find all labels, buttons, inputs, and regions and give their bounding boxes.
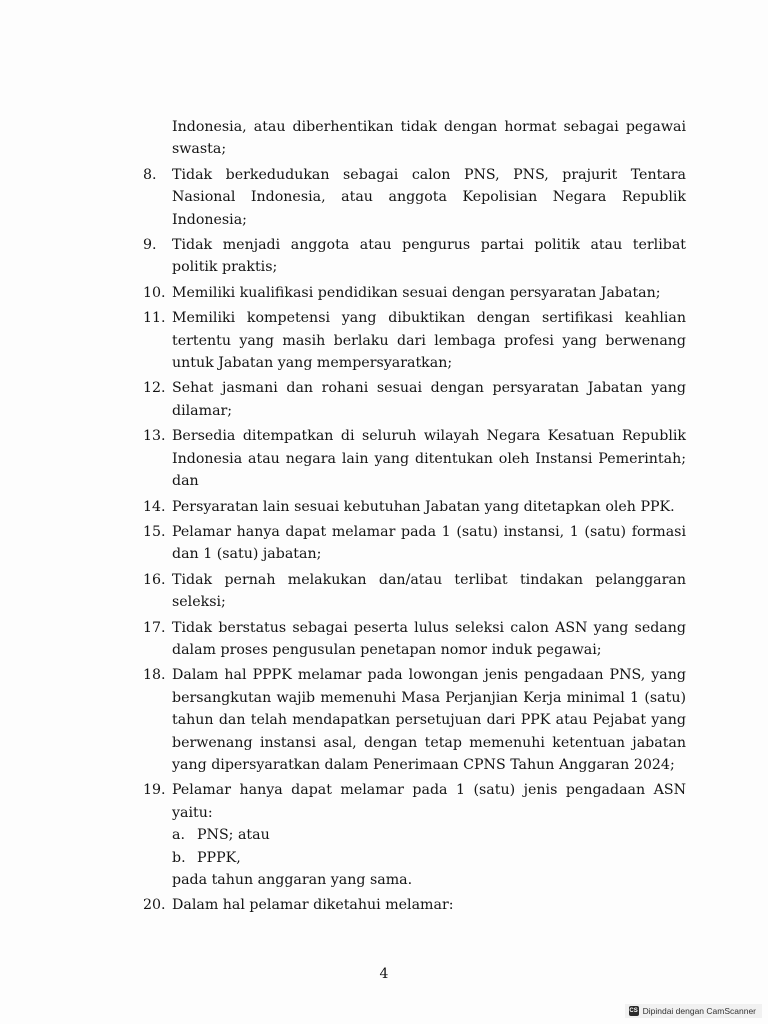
list-number: 16.: [143, 571, 166, 588]
sub-item-b: [172, 847, 686, 869]
sub-item-text: PNS; atau: [197, 827, 270, 844]
list-text: Tidak berstatus sebagai peserta lulus seleksi calon ASN yang sedang dalam proses pengusulan penetapan nomor induk pegawai;: [172, 619, 686, 658]
list-number: 9.: [143, 237, 157, 254]
list-item-16: [143, 569, 686, 614]
list-text: Pelamar hanya dapat melamar pada 1 (satu) instansi, 1 (satu) formasi dan 1 (satu) jabatan;: [172, 523, 686, 563]
list-text: Sehat jasmani dan rohani sesuai dengan persyaratan Jabatan yang dilamar;: [172, 380, 686, 419]
list-number: 15.: [143, 523, 166, 540]
list-text: Tidak berkedudukan sebagai calon PNS, PNS, prajurit Tentara Nasional Indonesia, atau anggota Kepolisian Negara Republik Indonesia;: [172, 166, 686, 228]
scanner-watermark: [625, 1004, 762, 1018]
list-item-19: [143, 779, 686, 824]
list-item-12: [143, 377, 686, 422]
sub-item-letter: a.: [172, 827, 185, 844]
list-item-11: [143, 307, 686, 374]
list-text: Tidak menjadi anggota atau pengurus partai politik atau terlibat politik praktis;: [172, 237, 686, 276]
list-number: 11.: [143, 310, 166, 327]
list-item-8: [143, 164, 686, 231]
list-text: Dalam hal PPPK melamar pada lowongan jenis pengadaan PNS, yang bersangkutan wajib memenuhi Masa Perjanjian Kerja minimal 1 (satu) tahun dan telah mendapatkan persetujuan dari PPK atau Pejabat yang berwenang instansi asal, dengan tetap memenuhi ketentuan jabatan yang dipersyaratkan dalam Penerimaan CPNS Tahun Anggaran 2024;: [172, 667, 686, 773]
document-body: [143, 116, 686, 917]
list-text: Persyaratan lain sesuai kebutuhan Jabatan yang ditetapkan oleh PPK.: [172, 498, 675, 515]
list-item-15: [143, 521, 686, 566]
list-item-20: [143, 894, 686, 916]
list-text: Dalam hal pelamar diketahui melamar:: [172, 897, 454, 914]
item-19-tail-text: pada tahun anggaran yang sama.: [172, 872, 413, 888]
list-number: 19.: [143, 782, 166, 799]
list-text: Bersedia ditempatkan di seluruh wilayah Negara Kesatuan Republik Indonesia atau negara lain yang ditentukan oleh Instansi Pemerintah; dan: [172, 428, 686, 490]
list-number: 13.: [143, 428, 166, 445]
list-item-14: [143, 496, 686, 518]
list-number: 8.: [143, 166, 157, 183]
sub-item-text: PPPK,: [197, 849, 241, 866]
sub-item-a: [172, 824, 686, 846]
sub-item-letter: b.: [172, 849, 186, 866]
list-number: 20.: [143, 897, 166, 914]
list-item-9: [143, 234, 686, 279]
list-item-17: [143, 617, 686, 662]
page-number: 4: [379, 966, 389, 982]
list-number: 17.: [143, 619, 166, 636]
list-number: 10.: [143, 284, 166, 301]
list-number: 14.: [143, 498, 166, 515]
continuation-text: Indonesia, atau diberhentikan tidak dengan hormat sebagai pegawai swasta;: [172, 119, 686, 158]
list-number: 12.: [143, 380, 166, 397]
list-item-13: [143, 425, 686, 492]
list-text: Memiliki kualifikasi pendidikan sesuai dengan persyaratan Jabatan;: [172, 284, 661, 301]
list-item-18: [143, 664, 686, 776]
list-item-10: [143, 282, 686, 304]
list-number: 18.: [143, 667, 166, 684]
list-text: Tidak pernah melakukan dan/atau terlibat tindakan pelanggaran seleksi;: [172, 571, 686, 611]
camscanner-icon: CS: [629, 1008, 638, 1014]
scanner-label: Dipindai dengan CamScanner: [642, 1006, 756, 1016]
list-text: Pelamar hanya dapat melamar pada 1 (satu) jenis pengadaan ASN yaitu:: [172, 782, 686, 821]
list-text: Memiliki kompetensi yang dibuktikan dengan sertifikasi keahlian tertentu yang masih berlaku dari lembaga profesi yang berwenang untuk Jabatan yang mempersyaratkan;: [172, 310, 686, 372]
